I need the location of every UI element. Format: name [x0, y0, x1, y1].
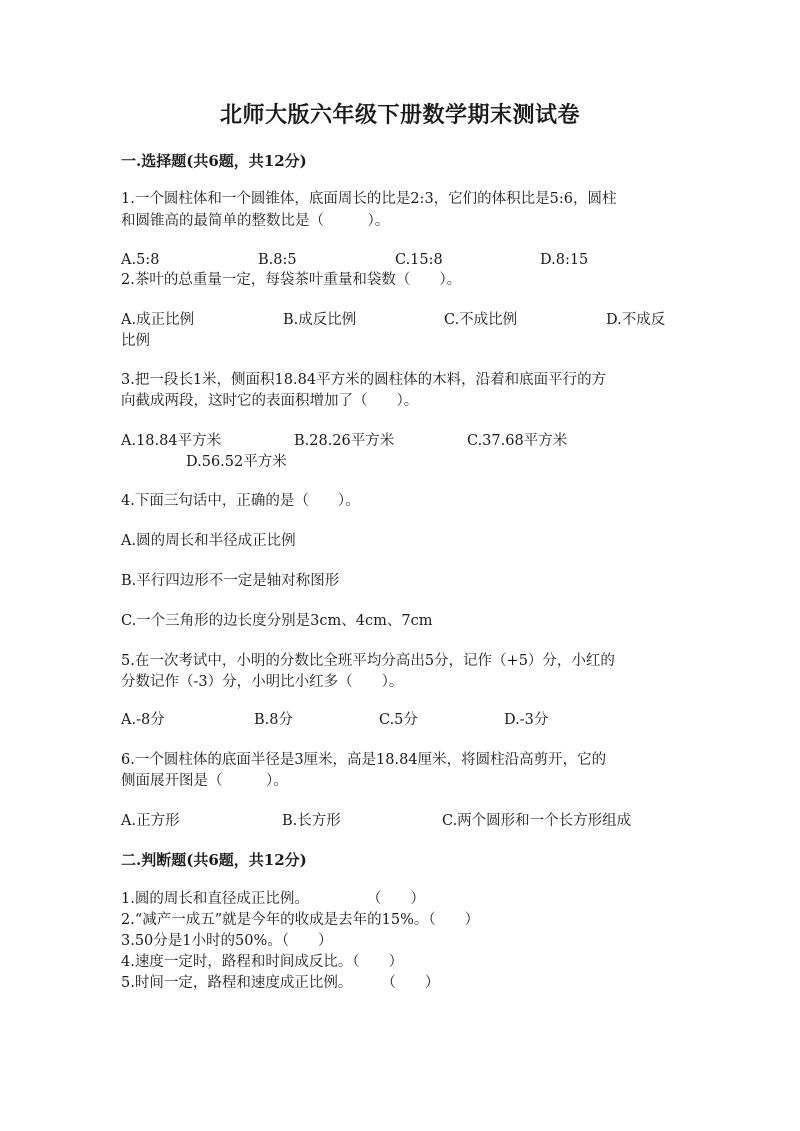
question-3-option-c: C.37.68平方米 — [467, 433, 568, 449]
judgement-item-3: 3.50分是1小时的50%。（ ） — [121, 933, 333, 949]
question-5-option-a: A.-8分 — [121, 712, 165, 728]
question-2-option-d-wrap: 比例 — [121, 333, 150, 349]
judgement-item-5: 5.时间一定，路程和速度成正比例。 （ ） — [121, 975, 440, 991]
question-4-option-a: A.圆的周长和半径成正比例 — [121, 533, 296, 549]
question-3-option-d: D.56.52平方米 — [186, 454, 287, 470]
question-5-line-2: 分数记作（-3）分，小明比小红多（ ）。 — [121, 674, 404, 690]
question-1-line-2: 和圆锥高的最简单的整数比是（ ）。 — [121, 213, 390, 229]
question-4-option-b: B.平行四边形不一定是轴对称图形 — [121, 573, 340, 589]
question-3-line-1: 3.把一段长1米，侧面积18.84平方米的圆柱体的木料，沿着和底面平行的方 — [121, 372, 607, 388]
question-5-option-c: C.5分 — [379, 712, 418, 728]
judgement-item-1: 1.圆的周长和直径成正比例。 （ ） — [121, 891, 425, 907]
question-2-option-a: A.成正比例 — [121, 312, 195, 328]
question-2-option-d: D.不成反 — [606, 312, 666, 328]
question-2-option-b: B.成反比例 — [283, 312, 357, 328]
question-4-option-c: C.一个三角形的边长度分别是3cm、4cm、7cm — [121, 613, 433, 629]
question-5-option-b: B.8分 — [254, 712, 293, 728]
question-1-line-1: 1.一个圆柱体和一个圆锥体，底面周长的比是2:3，它们的体积比是5:6，圆柱 — [121, 191, 617, 207]
judgement-item-4: 4.速度一定时，路程和时间成反比。（ ） — [121, 954, 404, 970]
question-4-line-1: 4.下面三句话中，正确的是（ ）。 — [121, 493, 360, 509]
question-6-line-2: 侧面展开图是（ ）。 — [121, 773, 288, 789]
question-6-option-a: A.正方形 — [121, 813, 180, 829]
question-2-line-1: 2.茶叶的总重量一定，每袋茶叶重量和袋数（ ）。 — [121, 272, 462, 288]
question-6-option-b: B.长方形 — [282, 813, 341, 829]
question-1-option-b: B.8:5 — [258, 252, 297, 268]
question-1-option-d: D.8:15 — [540, 252, 589, 268]
question-3-option-b: B.28.26平方米 — [294, 433, 395, 449]
judgement-item-2: 2.“减产一成五”就是今年的收成是去年的15%。（ ） — [121, 912, 480, 928]
section-heading-judgement: 二.判断题(共6题，共12分) — [121, 851, 307, 869]
question-1-option-a: A.5:8 — [121, 252, 160, 268]
question-5-option-d: D.-3分 — [504, 712, 549, 728]
section-heading-choice: 一.选择题(共6题，共12分) — [121, 152, 307, 170]
question-6-option-c: C.两个圆形和一个长方形组成 — [442, 813, 632, 829]
question-3-option-a: A.18.84平方米 — [121, 433, 222, 449]
page-title: 北师大版六年级下册数学期末测试卷 — [219, 102, 580, 128]
question-6-line-1: 6.一个圆柱体的底面半径是3厘米，高是18.84厘米，将圆柱沿高剪开，它的 — [121, 752, 607, 768]
question-5-line-1: 5.在一次考试中，小明的分数比全班平均分高出5分，记作（+5）分，小红的 — [121, 653, 615, 669]
question-3-line-2: 向截成两段，这时它的表面积增加了（ ）。 — [121, 393, 419, 409]
question-1-option-c: C.15:8 — [395, 252, 443, 268]
question-2-option-c: C.不成比例 — [444, 312, 518, 328]
